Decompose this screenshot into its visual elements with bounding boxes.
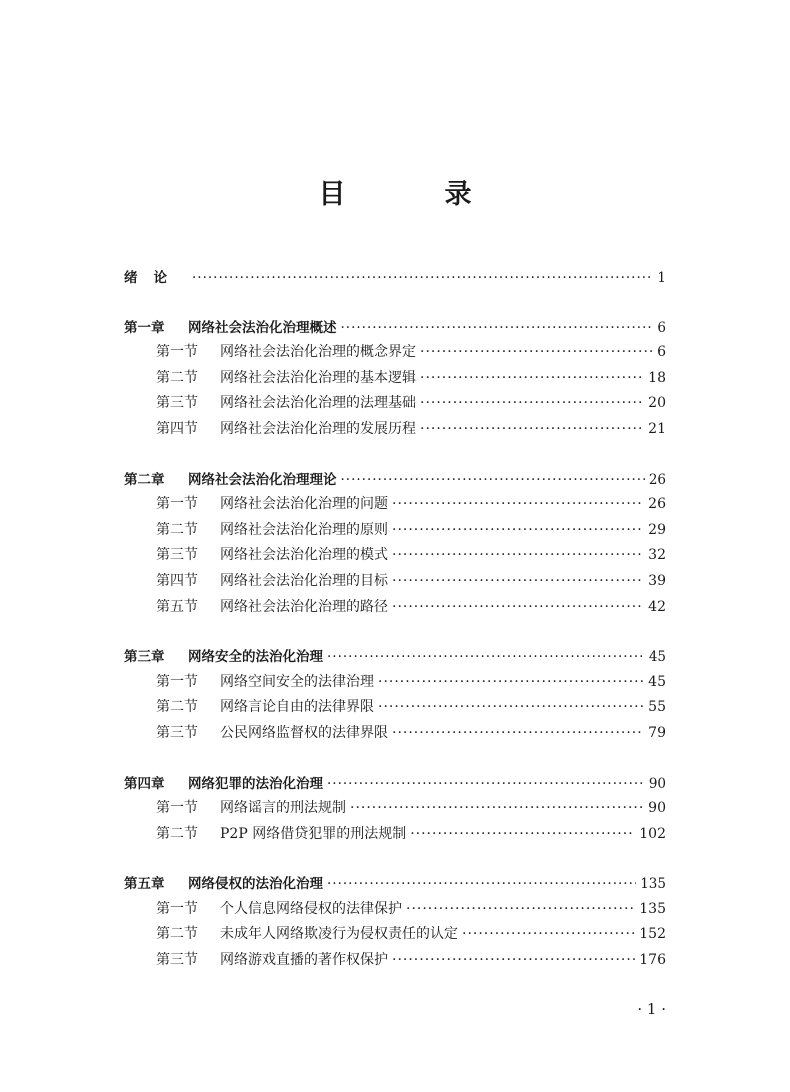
dot-leader <box>378 699 644 715</box>
entry-page: 1 <box>657 270 666 286</box>
dot-leader <box>378 674 644 690</box>
section-title: 网络言论自由的法律界限 <box>220 699 374 716</box>
chapter-page: 90 <box>648 775 666 792</box>
dot-leader <box>392 547 644 563</box>
toc-entry-chapter[interactable] <box>124 645 666 671</box>
toc-entry-section[interactable] <box>124 898 666 924</box>
dot-leader <box>462 926 635 942</box>
section-label: 第一节 <box>156 344 198 361</box>
toc-entry-section[interactable] <box>124 696 666 722</box>
section-title: 网络社会法治化治理的法理基础 <box>220 395 416 412</box>
chapter-list <box>124 316 666 975</box>
section-page: 21 <box>648 420 666 437</box>
dot-leader <box>327 876 636 892</box>
chapter-label: 第二章 <box>124 471 165 488</box>
section-title: 网络社会法治化治理的基本逻辑 <box>220 369 416 386</box>
chapter-page: 6 <box>657 319 666 336</box>
dot-leader <box>392 725 644 741</box>
section-label: 第二节 <box>156 926 198 943</box>
section-label: 第四节 <box>156 572 198 589</box>
dot-leader <box>392 496 644 512</box>
toc-entry-section[interactable] <box>124 596 666 622</box>
section-page: 39 <box>648 572 666 589</box>
dot-leader <box>327 649 645 665</box>
toc-entry-section[interactable] <box>124 823 666 849</box>
chapter-label: 第五章 <box>124 876 165 893</box>
toc-entry-chapter[interactable] <box>124 772 666 798</box>
toc-entry-chapter[interactable] <box>124 468 666 494</box>
section-title: 网络社会法治化治理的问题 <box>220 496 388 513</box>
section-title: 网络空间安全的法律治理 <box>220 673 374 690</box>
section-label: 第二节 <box>156 825 198 842</box>
section-page: 90 <box>648 800 666 817</box>
toc-entry-section[interactable] <box>124 367 666 393</box>
entry-label: 绪论 <box>124 270 183 286</box>
chapter-title: 网络安全的法治化治理 <box>188 649 323 666</box>
chapter-title: 网络侵权的法治化治理 <box>188 876 323 893</box>
table-of-contents <box>124 266 666 999</box>
section-page: 20 <box>648 395 666 412</box>
page-folio: · 1 · <box>637 1000 666 1018</box>
section-page: 79 <box>648 724 666 741</box>
section-title: 网络社会法治化治理的路径 <box>220 598 388 615</box>
section-label: 第三节 <box>156 952 198 969</box>
section-page: 152 <box>639 926 666 943</box>
toc-entry-section[interactable] <box>124 923 666 949</box>
toc-entry-section[interactable] <box>124 544 666 570</box>
dot-leader <box>406 901 635 917</box>
section-title: 个人信息网络侵权的法律保护 <box>220 900 402 917</box>
section-page: 55 <box>648 699 666 716</box>
section-label: 第一节 <box>156 496 198 513</box>
dot-leader <box>392 573 644 589</box>
dot-leader <box>392 599 644 615</box>
section-title: 网络游戏直播的著作权保护 <box>220 952 388 969</box>
chapter-label: 第三章 <box>124 649 165 666</box>
chapter-title: 网络社会法治化治理概述 <box>188 319 337 336</box>
chapter-group <box>124 772 666 849</box>
chapter-group <box>124 468 666 622</box>
section-title: P2P 网络借贷犯罪的刑法规制 <box>220 825 407 842</box>
section-label: 第一节 <box>156 673 198 690</box>
section-label: 第一节 <box>156 900 198 917</box>
dot-leader <box>392 952 635 968</box>
chapter-label: 第一章 <box>124 319 165 336</box>
section-label: 第四节 <box>156 420 198 437</box>
section-page: 102 <box>639 825 666 842</box>
dot-leader <box>341 320 654 336</box>
section-label: 第二节 <box>156 521 198 538</box>
chapter-group <box>124 645 666 747</box>
section-label: 第二节 <box>156 369 198 386</box>
chapter-page: 135 <box>640 876 666 893</box>
toc-entry-section[interactable] <box>124 949 666 975</box>
dot-leader <box>392 522 644 538</box>
toc-entry-section[interactable] <box>124 493 666 519</box>
toc-entry-chapter[interactable] <box>124 872 666 898</box>
section-title: 网络社会法治化治理的模式 <box>220 547 388 564</box>
section-label: 第三节 <box>156 395 198 412</box>
dot-leader <box>420 344 653 360</box>
chapter-label: 第四章 <box>124 775 165 792</box>
toc-entry-section[interactable] <box>124 418 666 444</box>
section-page: 29 <box>648 521 666 538</box>
toc-entry-chapter[interactable] <box>124 316 666 342</box>
dot-leader <box>341 472 645 488</box>
toc-entry-section[interactable] <box>124 570 666 596</box>
chapter-group <box>124 872 666 974</box>
toc-entry-section[interactable] <box>124 341 666 367</box>
dot-leader <box>327 776 645 792</box>
dot-leader <box>420 370 644 386</box>
toc-entry-intro[interactable] <box>124 266 666 292</box>
chapter-page: 26 <box>648 471 666 488</box>
section-page: 6 <box>657 344 666 361</box>
dot-leader <box>420 395 644 411</box>
dot-leader <box>350 800 644 816</box>
section-title: 网络社会法治化治理的发展历程 <box>220 420 416 437</box>
dot-leader <box>420 421 644 437</box>
section-title: 网络谣言的刑法规制 <box>220 800 346 817</box>
section-label: 第五节 <box>156 598 198 615</box>
section-title: 公民网络监督权的法律界限 <box>220 724 388 741</box>
chapter-title: 网络犯罪的法治化治理 <box>188 775 323 792</box>
section-page: 26 <box>648 496 666 513</box>
section-page: 45 <box>648 673 666 690</box>
page-title: 目 录 <box>318 179 508 210</box>
section-page: 42 <box>648 598 666 615</box>
section-title: 网络社会法治化治理的目标 <box>220 572 388 589</box>
chapter-title: 网络社会法治化治理理论 <box>188 471 337 488</box>
toc-entry-section[interactable] <box>124 671 666 697</box>
section-title: 未成年人网络欺凌行为侵权责任的认定 <box>220 926 458 943</box>
section-label: 第二节 <box>156 699 198 716</box>
toc-entry-section[interactable] <box>124 519 666 545</box>
section-label: 第三节 <box>156 547 198 564</box>
dot-leader <box>192 270 653 286</box>
chapter-group <box>124 316 666 444</box>
section-label: 第三节 <box>156 724 198 741</box>
section-title: 网络社会法治化治理的原则 <box>220 521 388 538</box>
toc-entry-section[interactable] <box>124 722 666 748</box>
section-page: 18 <box>648 369 666 386</box>
toc-entry-section[interactable] <box>124 797 666 823</box>
chapter-page: 45 <box>648 649 666 666</box>
toc-entry-section[interactable] <box>124 392 666 418</box>
intro-group <box>124 266 666 292</box>
dot-leader <box>410 826 635 842</box>
section-page: 32 <box>648 547 666 564</box>
section-page: 176 <box>639 952 666 969</box>
section-title: 网络社会法治化治理的概念界定 <box>220 344 416 361</box>
section-page: 135 <box>639 900 666 917</box>
section-label: 第一节 <box>156 800 198 817</box>
